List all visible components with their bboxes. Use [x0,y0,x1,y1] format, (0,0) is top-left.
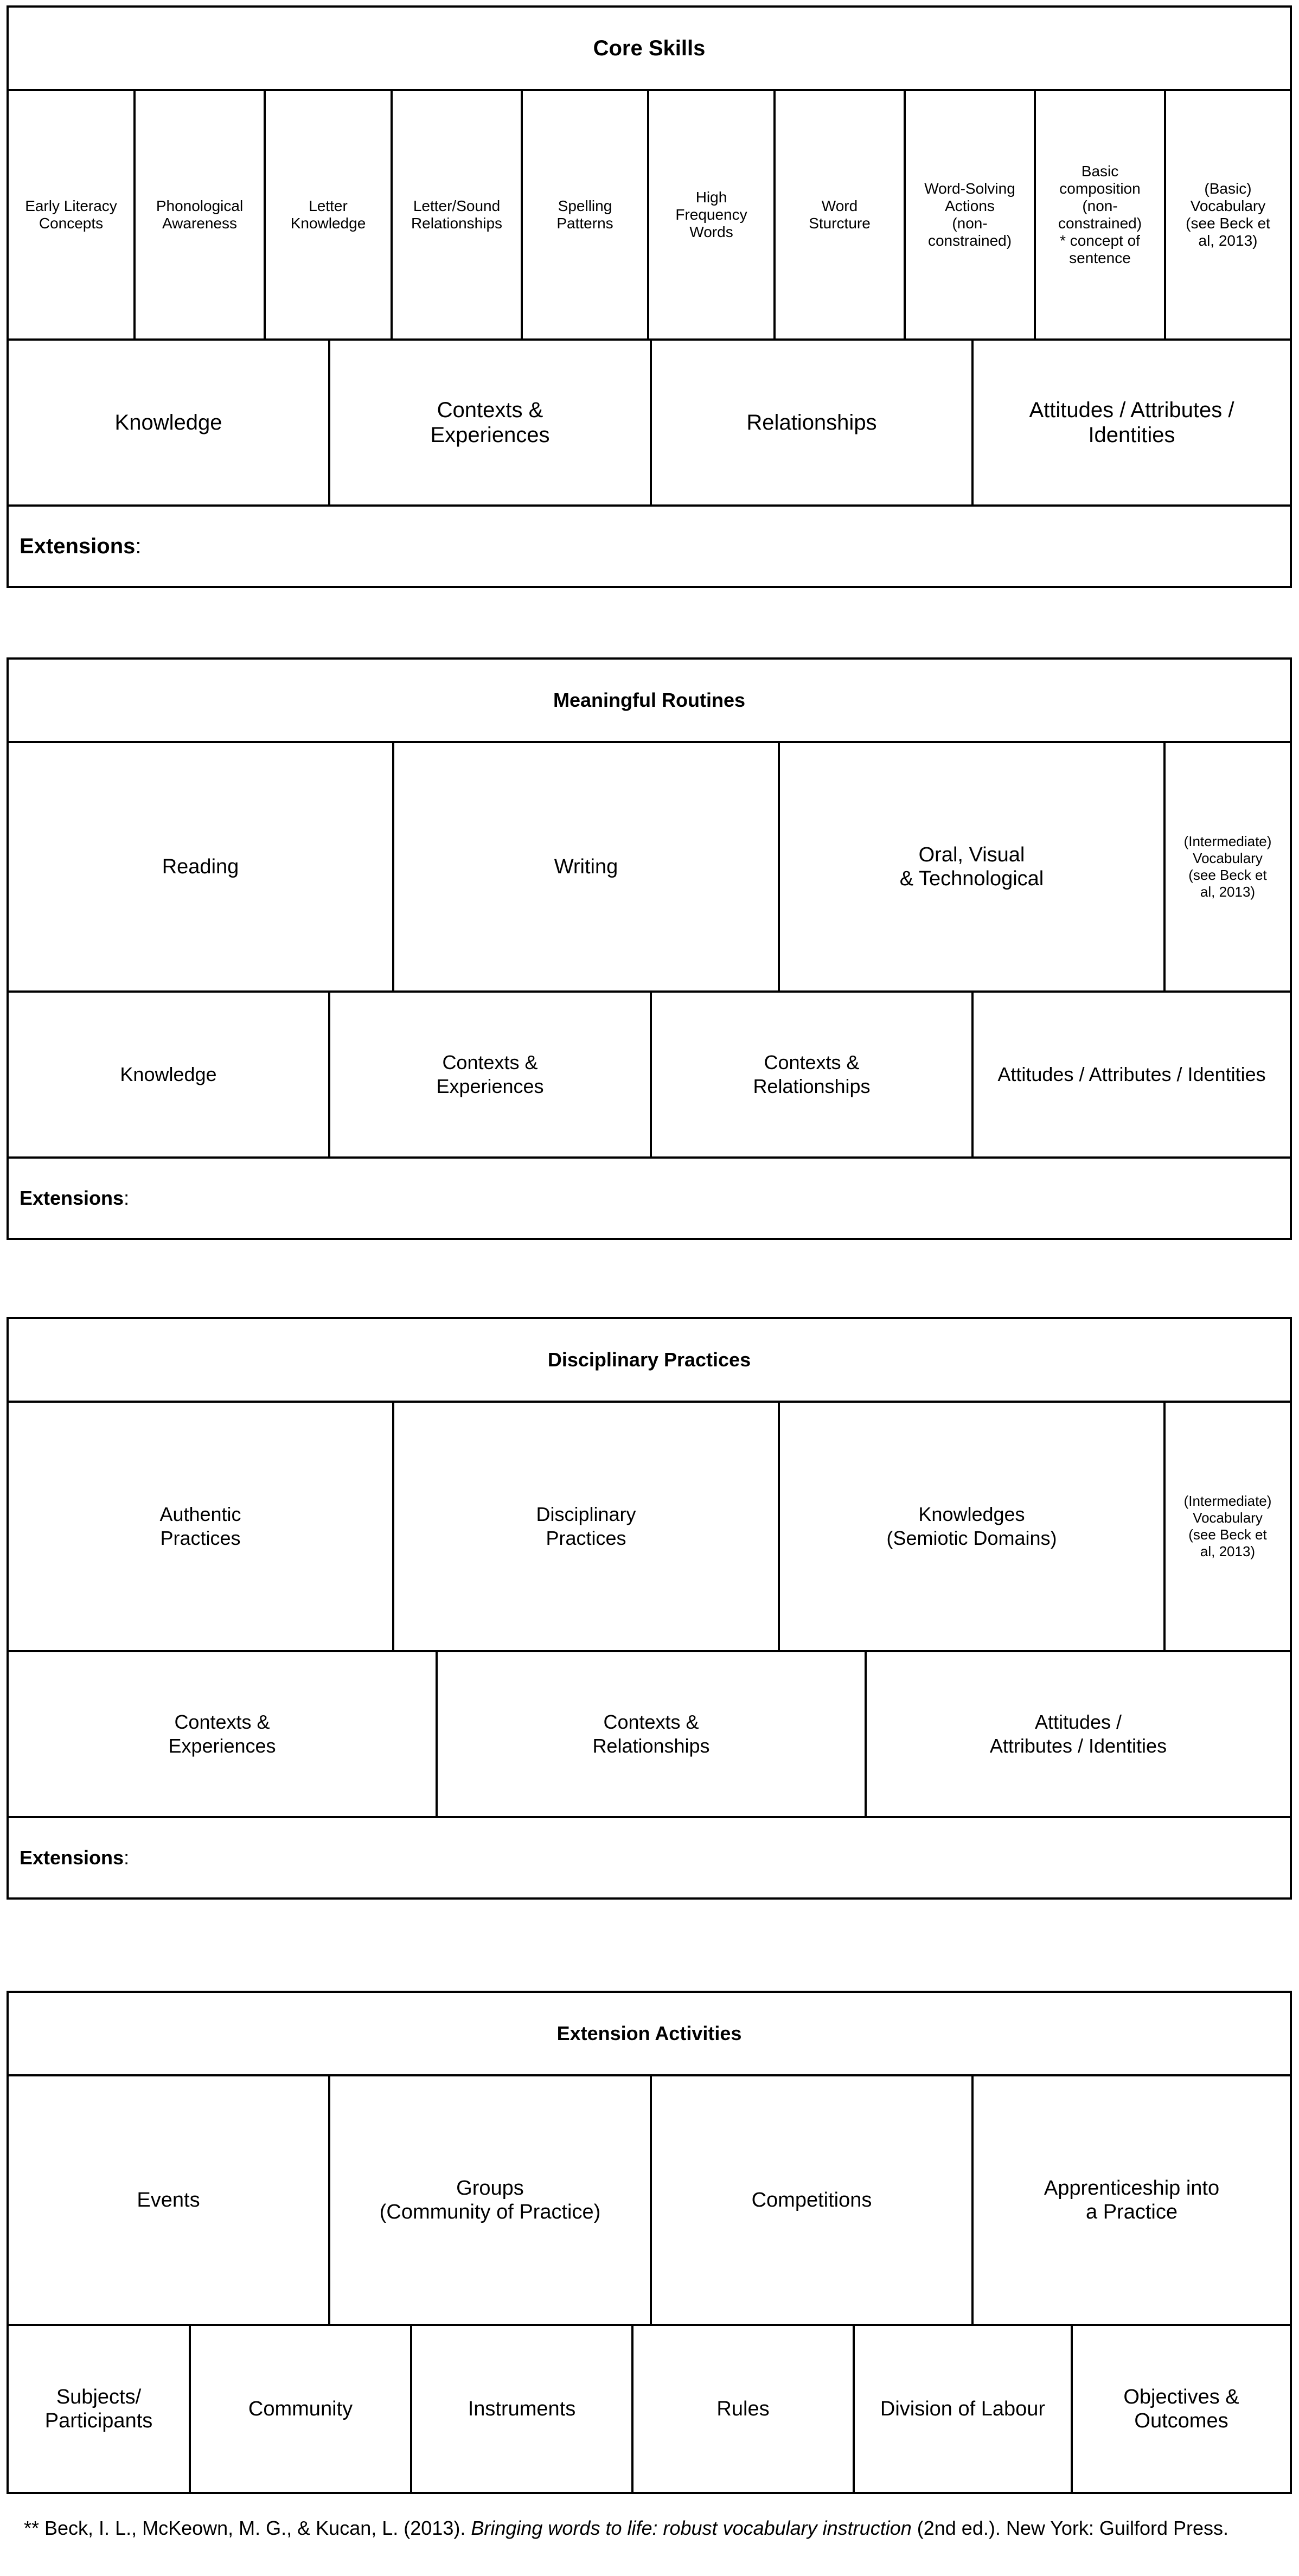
practice-dimension-cell: Contexts & Relationships [438,1652,867,1816]
practice-dimension-cell: Contexts & Experiences [9,1652,438,1816]
extension-activities-title: Extension Activities [556,2022,742,2044]
activity-cell: Competitions [652,2076,974,2324]
core-dimension-cell: Knowledge [9,341,330,504]
routine-cell: Reading [9,743,394,990]
disciplinary-practices-title: Disciplinary Practices [547,1348,751,1371]
citation-book-title: Bringing words to life: robust vocabulary instruction [471,2517,912,2539]
activity-component-cell: Instruments [412,2326,633,2492]
activity-component-cell: Division of Labour [855,2326,1073,2492]
activity-component-cell: Community [191,2326,412,2492]
extensions-colon: : [124,1187,130,1209]
activity-component-cell: Rules [633,2326,855,2492]
core-skill-cell: Word-Solving Actions (non- constrained) [906,91,1036,338]
extensions-label: Extensions [20,534,136,558]
practices-extensions-row [9,1818,1290,1897]
routine-dimension-cell: Attitudes / Attributes / Identities [997,1063,1266,1085]
citation-publisher: (2nd ed.). New York: Guilford Press. [911,2517,1228,2539]
extensions-label: Extensions [20,1187,124,1209]
extension-activities-table [7,1991,1292,2494]
practice-cell: Knowledges (Semiotic Domains) [780,1403,1166,1650]
routine-cell: (Intermediate) Vocabulary (see Beck et al, 2013) [1183,833,1272,900]
activity-cell: Groups (Community of Practice) [330,2076,652,2324]
routine-dimension-cell: Contexts & Experiences [330,993,652,1156]
core-skill-cell: High Frequency Words [649,91,776,338]
core-skill-cell: Word Sturcture [776,91,906,338]
practice-cell: Disciplinary Practices [394,1403,780,1650]
meaningful-routines-table [7,657,1292,1240]
core-skill-cell: (Basic) Vocabulary (see Beck et al, 2013) [1186,180,1270,249]
core-extensions-row [9,507,1290,586]
core-skills-table [7,5,1292,588]
core-skill-cell: Spelling Patterns [523,91,649,338]
activity-component-cell: Objectives & Outcomes [1123,2386,1239,2432]
core-skill-cell: Letter Knowledge [266,91,393,338]
practice-dimension-cell: Attitudes / Attributes / Identities [989,1711,1167,1757]
disciplinary-practices-table [7,1317,1292,1900]
citation-authors: ** Beck, I. L., McKeown, M. G., & Kucan, L. (2013). [24,2517,471,2539]
core-dimension-cell: Relationships [652,341,974,504]
extensions-colon: : [124,1846,130,1869]
citation [24,2517,1288,2540]
meaningful-routines-title: Meaningful Routines [553,689,745,711]
core-dimension-cell: Contexts & Experiences [330,341,652,504]
extensions-label: Extensions [20,1846,124,1869]
core-skill-cell: Basic composition (non- constrained) * concept of sentence [1036,91,1166,338]
core-skills-title: Core Skills [593,36,706,60]
routines-extensions-row [9,1159,1290,1238]
practice-cell: Authentic Practices [9,1403,394,1650]
routine-cell: Oral, Visual & Technological [780,743,1166,990]
core-skill-cell: Phonological Awareness [136,91,266,338]
activity-cell: Events [9,2076,330,2324]
practice-cell: (Intermediate) Vocabulary (see Beck et al, 2013) [1183,1493,1272,1559]
core-skill-cell: Early Literacy Concepts [9,91,136,338]
core-dimension-cell: Attitudes / Attributes / Identities [1029,398,1234,447]
core-skill-cell: Letter/Sound Relationships [393,91,523,338]
routine-dimension-cell: Knowledge [9,993,330,1156]
routine-dimension-cell: Contexts & Relationships [652,993,974,1156]
routine-cell: Writing [394,743,780,990]
activity-component-cell: Subjects/ Participants [9,2326,191,2492]
extensions-colon: : [135,534,142,558]
activity-cell: Apprenticeship into a Practice [1044,2177,1220,2223]
